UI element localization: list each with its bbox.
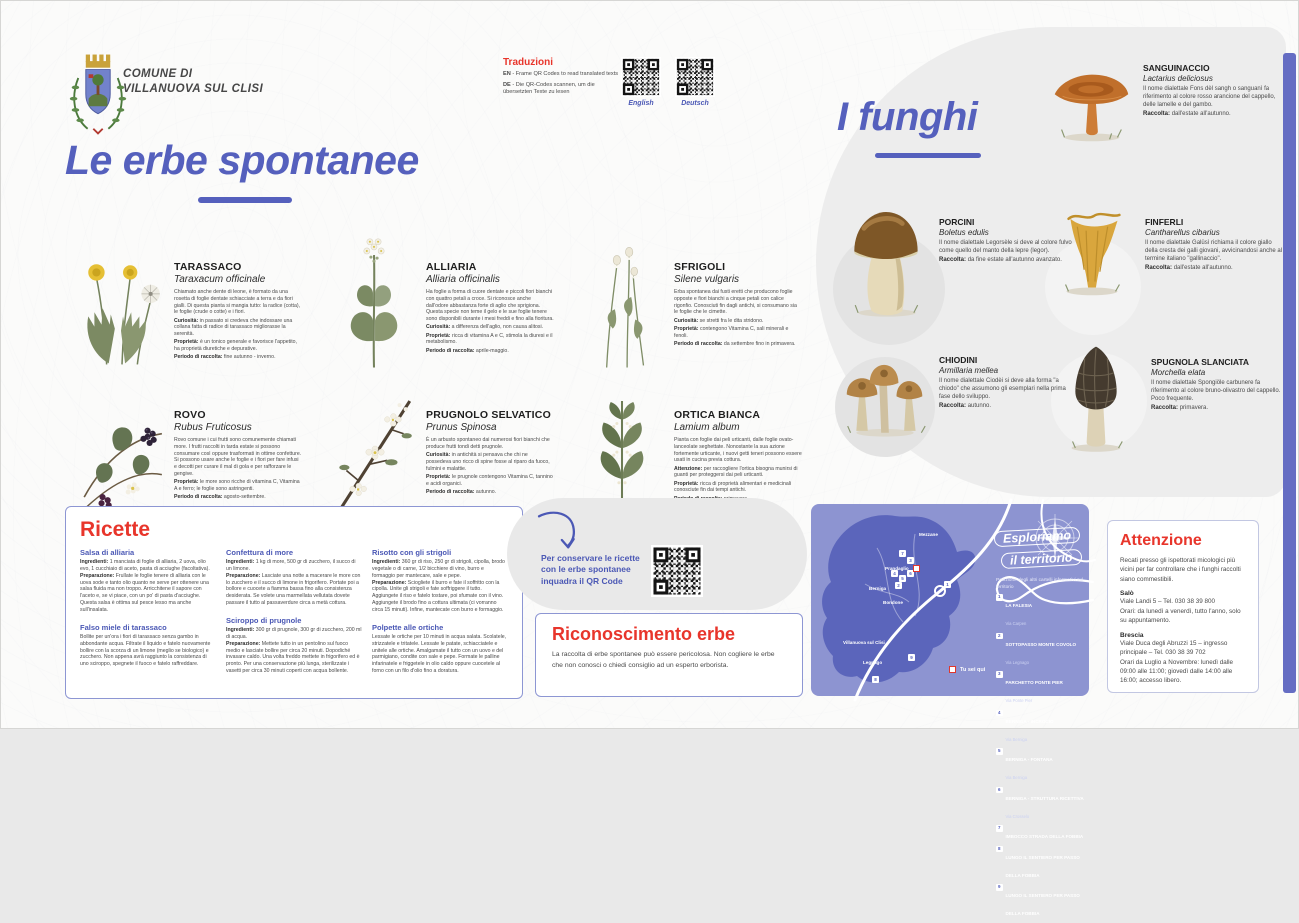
herb-name: SFRIGOLI (674, 261, 726, 273)
fungi-title-underline (875, 153, 981, 158)
herb-entry-alliaria (328, 225, 560, 371)
recipe-title: Sciroppo di prugnole (226, 616, 302, 626)
qr-label-german: Deutsch (681, 100, 709, 107)
chiodini-illustration (837, 339, 935, 454)
porcini-illustration (837, 197, 935, 328)
fungo-entry-sanguinaccio (1041, 57, 1281, 160)
fungo-entry-porcini (837, 197, 1077, 328)
translation-en-text: - Frame QR Codes to read translated texts (512, 71, 619, 77)
map-marker: 3 (907, 557, 914, 564)
fungo-name: SPUGNOLA SLANCIATA (1151, 357, 1250, 367)
alliaria-illustration (328, 225, 420, 371)
legend-item: 9 LUNGO IL SENTIERO PER PASSO DELLA FOBBIA (997, 884, 1080, 916)
translation-en (503, 71, 621, 79)
fungo-part: Il nome dialettale Galüsì richiama il colore giallo della cresta dei galli giovani, avvicinandosi anche al termine italiano "gallinaccio". (1145, 240, 1283, 262)
recipe-title: Salsa di alliaria (80, 548, 135, 557)
edge-strip (1283, 53, 1296, 693)
herb-part: Proprietà: ricca di proprietà alimentari e medicinali conosciute fin dai tempi antichi. (674, 480, 792, 494)
you-are-here-map-marker (913, 565, 920, 572)
recipe-title: Polpette alle ortiche (372, 622, 444, 632)
recipe-text: Preparazione: Mettete tutto in un pentolino sul fuoco medio e lasciate bollire per circa 20 minuti. Dopodiché invasare caldo. Una volta freddo mettete in frigorifero ed è pronto. Per una conservazione più lunga, sterilizzate i vasetti per circa 30 minuti coperti con acqua bollente. (226, 640, 360, 675)
fungo-latin-name: Boletus edulis (939, 228, 989, 237)
recipes-column-1 (80, 548, 216, 684)
map-place-label: Prandaglio (885, 566, 909, 571)
herb-part: Ha foglie a forma di cuore dentate e piccoli fiori bianchi con quattro petali a croce. Si riconosce anche dall'odore abbastanza forte di aglio che sprigiona. Questa specie non teme il gelo e le sue foglie tenere sono disponibili durante i mesi freddi e fino alla fioritura. (426, 289, 554, 322)
herb-latin-name: Silene vulgaris (674, 274, 740, 285)
herb-part: Curiosità: in passato si credeva che indossare una collana fatta di radice di tarassaco migliorasse la serenità. (174, 317, 293, 337)
map-marker: 9 (908, 654, 915, 661)
herb-name: TARASSACO (174, 261, 242, 273)
translations-block (503, 57, 621, 100)
herb-entry-sfrigoli (576, 225, 808, 371)
warning-location-name: Brescia (1120, 631, 1144, 639)
warning-location-line: Orari: da lunedì a venerdì, tutto l'anno, solo su appuntamento. (1120, 607, 1241, 625)
fungo-entry-chiodini (837, 339, 1077, 454)
finferli-illustration (1043, 201, 1141, 324)
translation-de-lang: DE (503, 81, 511, 88)
sanguinaccio-illustration (1041, 57, 1139, 160)
herb-latin-name: Alliaria officinalis (426, 274, 500, 285)
legend-item: 1 LA FALESIA Via Carpen (997, 594, 1033, 626)
map-place-label: Berniga (869, 586, 887, 591)
herb-part: Erba spontanea dai fusti eretti che producono foglie opposte e fiori bianchi a cinque petali con calice rigonfio. Conosciuti fin dagli antichi, si consumano sia le foglie che le cimette. (674, 289, 797, 316)
herb-part: Periodo di raccolta: aprile-maggio. (426, 347, 509, 354)
fungo-part: Raccolta: da fine estate all'autunno avanzato. (939, 256, 1062, 263)
recipe-salsa-di-alliaria (80, 548, 216, 614)
fungo-latin-name: Cantharellus cibarius (1145, 228, 1220, 237)
legend-item: 6 BERNIGA - STRUTTURA RICETTIVA Via Crosselo (997, 786, 1084, 819)
fungo-part: Il nome dialettale Ciodèi si deve alla forma "a chiodo" che assumono gli esemplari nella prima fase dello sviluppo. (939, 378, 1066, 400)
translation-de (503, 82, 621, 97)
fungo-part: Raccolta: dall'estate all'autunno. (1145, 264, 1233, 271)
herb-part: È un arbusto spontaneo dai numerosi fiori bianchi che produce frutti tondi detti prugnole. (426, 437, 550, 450)
fungo-name: SANGUINACCIO (1143, 63, 1210, 73)
warning-location-line: Viale Duca degli Abruzzi 15 – ingresso principale – Tel. 030 38 39 702 (1120, 639, 1228, 657)
herb-description (426, 437, 554, 496)
fungo-entry-finferli (1043, 201, 1283, 324)
herb-part: Attenzione: per raccogliere l'ortica bisogna munirsi di guanti per proteggersi dai peli urticanti. (674, 465, 798, 479)
recipe-text: Bollite per un'ora i fiori di tarassaco senza gambo in abbondante acqua. Filtrate il liquido e fatelo nuovamente bollire con la scorza di un limone (meglio se biologico) e zucchero. Non appena avrà raggiunto la consistenza di uno sciroppo, spegnete il fuoco e fatelo raffreddare. (80, 633, 211, 668)
herb-name: ROVO (174, 409, 206, 421)
herb-name: ORTICA BIANCA (674, 409, 761, 421)
qr-label-english: English (628, 100, 654, 107)
recipe-text: Ingredienti: 300 gr di prugnole, 300 gr di zucchero, 200 ml di acqua. (226, 627, 362, 640)
herb-description (674, 289, 802, 348)
recognition-title: Riconoscimento erbe (552, 624, 736, 644)
you-are-here-icon (949, 666, 956, 673)
herb-description (426, 289, 554, 354)
recipe-confettura-di-more (226, 548, 362, 607)
warning-location-line: Orari da Luglio a Novembre: lunedì dalle 09:00 alle 11:00; giovedì dalle 14:00 alle 16:00; accesso libero. (1120, 658, 1234, 685)
map-subtitle: Posizione degli altri cartelli informativi sul territorio (996, 578, 1084, 590)
fungo-name: FINFERLI (1145, 217, 1184, 227)
fungo-part: Il nome dialettale Legorsèle si deve al colore fulvo come quello del manto della lepre (legor). (939, 240, 1072, 254)
map-marker: 2 (895, 582, 902, 589)
recipe-polpette-ortiche (372, 623, 508, 675)
herbs-section-title: Le erbe spontanee (65, 137, 419, 183)
map-place-label: Legnago (863, 660, 883, 665)
recipe-text: Ingredienti: 1 manciata di foglie di alliaria, 2 uova, olio evo, 1 cucchiaio di aceto, pasta di acciughe (facoltativa). (80, 559, 210, 572)
qr-code-english (621, 57, 661, 97)
legend-item: 4 BERNIGA - INCROCIO Via Berniga (997, 709, 1054, 742)
herb-part: Periodo di raccolta: da settembre fino in primavera. (674, 340, 796, 347)
recipe-title: Confettura di more (226, 548, 294, 557)
recipes-title: Ricette (80, 518, 151, 541)
fungo-part: Il nome dialettale Spongiöle carbunere fa riferimento al colore bruno-olivastro del cappello. Poco frequente. (1151, 380, 1281, 402)
map-place-label: Mezzane (919, 532, 938, 537)
map-marker: 5 (899, 575, 906, 582)
herb-part: Proprietà: ricca di vitamina A e C, stimola la diuresi e il metabolismo. (426, 332, 553, 346)
fungo-latin-name: Morchella elata (1151, 368, 1206, 377)
herb-entry-rovo (76, 373, 308, 519)
herb-part: Proprietà: è un tonico generale e favorisce l'appetito, ha proprietà diuretiche e depurative. (174, 339, 297, 352)
legend-item: 7 IMBOCCO STRADA DELLA FOBBIA (997, 825, 1084, 839)
recipe-text: Preparazione: Lasciate una notte a macerare le more con lo zucchero e il succo di limone in frigorifero. Portate poi a bollore e cuocete a fiamma bassa fino alla consistenza desiderata. Se volete una marmellata vellutata dovete passare il tutto al passaverdure circa a metà cottura. (226, 572, 361, 607)
fungo-part: Raccolta: primavera. (1151, 404, 1209, 411)
map-marker: 6 (907, 570, 914, 577)
warning-location-line: Viale Landi 5 – Tel. 030 38 39 800 (1120, 598, 1216, 606)
sfrigoli-illustration (576, 225, 668, 371)
map-marker: 8 (872, 676, 879, 683)
you-are-here-label: Tu sei qui (960, 667, 986, 673)
recipe-text: Ingredienti: 360 gr di riso, 250 gr di strigoli, cipolla, brodo vegetale o di carne, 1/2 bicchiere di vino, burro e formaggio per mantecare, sale e pepe. (372, 559, 505, 579)
herb-description (174, 437, 302, 501)
tarassaco-illustration (76, 225, 168, 371)
legend-item: 2 SOTTOPASSO MONTE COVOLO Via Legnago (997, 632, 1077, 665)
map-title-line-1: Esploriamo (994, 528, 1080, 546)
fungo-description (1145, 240, 1283, 273)
herb-description (674, 437, 802, 502)
herbs-title-underline (198, 197, 292, 203)
herb-part: Rovo comune i cui frutti sono comunemente chiamati more. I frutti raccolti in tarda estate si possono consumare così oppure trasformati in ottime confetture. Si possono usare anche le foglie e i fiori per fare infusi e decotti per curare il mal di gola e per rafforzare le gengive. (174, 437, 302, 477)
territory-map (811, 504, 1089, 916)
recipe-text: Preparazione: Sciogliete il burro e fate il soffritto con la cipolla. Unite gli strigoli e fate soffriggere il tutto. Aggiungete il riso e fatelo tostare, poi sfumate con il vino. Aggiungete il brodo fino a cottura ultimata (ci vorranno circa 15 minuti). Infine, mantecate con burro e formaggio. (372, 579, 504, 614)
recipe-falso-miele (80, 623, 216, 668)
translations-title: Traduzioni (503, 57, 553, 68)
warning-title: Attenzione (1120, 532, 1202, 549)
herb-part: Curiosità: se stretti fra le dita stridono. (674, 317, 764, 324)
qr-code-recipes (651, 545, 703, 597)
map-marker: 7 (899, 550, 906, 557)
map-place-label: Bondone (883, 600, 903, 605)
map-marker: 1 (944, 581, 951, 588)
prugnolo-illustration (328, 373, 420, 519)
recipe-title: Falso miele di tarassaco (80, 622, 167, 632)
recipes-card (65, 506, 523, 699)
fungo-name: PORCINI (939, 217, 975, 227)
herb-description (174, 289, 302, 361)
recognition-card (535, 613, 803, 697)
warning-card (1107, 520, 1259, 693)
recipe-risotto-strigoli (372, 548, 508, 614)
brand-line-1: COMUNE DI (123, 68, 193, 80)
herb-part: Proprietà: le prugnole contengono Vitamina C, tannino e acidi organici. (426, 473, 553, 487)
recipes-column-2 (226, 548, 362, 684)
fungo-part: Raccolta: dall'estate all'autunno. (1143, 110, 1231, 117)
translation-en-lang: EN (503, 71, 511, 77)
herb-latin-name: Taraxacum officinale (174, 274, 266, 285)
recipe-title: Risotto con gli strigoli (372, 548, 452, 557)
rovo-illustration (76, 373, 168, 519)
herb-name: PRUGNOLO SELVATICO (426, 409, 551, 421)
brand-line-2: VILLANUOVA SUL CLISI (123, 82, 264, 95)
fungo-latin-name: Lactarius deliciosus (1143, 74, 1213, 83)
herb-entry-tarassaco (76, 225, 308, 371)
qr-save-text: Per conservare le ricette con le erbe spontanee inquadra il QR Code (541, 553, 640, 586)
herb-latin-name: Prunus Spinosa (426, 422, 497, 433)
warning-intro: Recati presso gli ispettorati micologici più vicini per far controllare che i funghi raccolti siano commestibili. (1120, 557, 1241, 583)
recipes-column-3 (372, 548, 508, 684)
fungo-latin-name: Armillaria mellea (939, 366, 999, 375)
recipe-text: Ingredienti: 1 kg di more, 500 gr di zucchero, il succo di un limone. (226, 559, 356, 572)
recipe-sciroppo-di-prugnole (226, 616, 362, 675)
fungo-description (1143, 86, 1281, 119)
curved-arrow-icon (535, 509, 585, 556)
qr-code-german (675, 57, 715, 97)
fungi-section-title: I funghi (837, 95, 978, 139)
fungo-part: Il nome dialettale Fons dèl sangh o sanguanì fa riferimento al colore rosso arancione del cappello, delle lamelle e del gambo. (1143, 86, 1276, 108)
herb-part: Periodo di raccolta: autunno. (426, 488, 497, 495)
herb-part: Periodo di raccolta: fine autunno - inverno. (174, 354, 276, 361)
herb-part: Proprietà: le more sono ricche di vitamina C, Vitamina A e ferro; le foglie sono astringenti. (174, 479, 300, 492)
herb-part: Proprietà: contengono Vitamina C, sali minerali e fenoli. (674, 325, 789, 339)
fungo-description (1151, 380, 1289, 413)
legend-item: 3 PARCHETTO PONTE PIER Via Ponte Pier (997, 671, 1063, 703)
map-marker: 4 (891, 570, 898, 577)
recipe-text: Preparazione: Frullate le foglie tenere di alliaria con le uova sode e tanto olio quanto ne serve per ottenere una salsa fluida ma non troppo. Arricchitene il sapore con l'aceto e, se vi piace, con un po' di pasta d'acciughe. Questa salsa è ottima sul pesce lesso ma anche sull'insalata. (80, 572, 209, 614)
municipality-crest-logo (67, 51, 129, 137)
fungo-part: Raccolta: autunno. (939, 402, 992, 409)
herb-name: ALLIARIA (426, 261, 477, 273)
recipe-text: Lessate le ortiche per 10 minuti in acqua salata. Scolatele, strizzatele e tritatele. Lessate le patate, schiacciatele e unitele alle ortiche. Amalgamate il tutto con un uovo e del parmigiano, condite con sale e pepe. Formate le palline infarinatele e friggetele in olio caldo oppure cuocetele al forno con un filo d'olio fino a doratura. (372, 633, 507, 675)
legend-item: 8 LUNGO IL SENTIERO PER PASSO DELLA FOBBIA (997, 845, 1080, 878)
map-place-label: Villanuova sul Clisi (843, 640, 885, 645)
warning-location-name: Salò (1120, 590, 1134, 598)
herb-part: Pianta con foglie dai peli urticanti, dalle foglie ovato-lanceolate seghettate. Nonostante la sua azione fortemente urticante, i nuovi getti teneri possono essere usati in cucina previa cottura. (674, 437, 802, 464)
translation-de-text: - Die QR-Codes scannen, um die übersetzten Texte zu lesen (503, 81, 595, 96)
herb-part: Curiosità: a differenza dell'aglio, non causa alitosi. (426, 324, 544, 331)
map-title-line-2: il territorio (1001, 550, 1082, 568)
map-legend (996, 594, 1088, 923)
herb-latin-name: Rubus Fruticosus (174, 422, 252, 433)
herb-part: Curiosità: in antichità si pensava che chi ne possedeva uno ricco di spine fosse al riparo da fuoco, fulmini e malattie. (426, 452, 550, 472)
municipality-name (123, 67, 333, 97)
legend-item: 5 BERNIGA - FONTANA Via Berniga (997, 748, 1053, 780)
recognition-text: La raccolta di erbe spontanee può essere pericolosa. Non cogliere le erbe che non conosci o chiedi consiglio ad un esperto erborista. (552, 651, 775, 669)
herb-latin-name: Lamium album (674, 422, 740, 433)
herb-entry-prugnolo (328, 373, 560, 519)
fungo-entry-spugnola (1049, 341, 1289, 468)
herb-part: Chiamato anche dente di leone, è formato da una rosetta di foglie dentate schiacciate a terra e da fiori gialli. Di questa pianta si mangia tutto: la radice (cotta), le foglie (crude o cotte) e i fiori. (174, 289, 301, 316)
herb-part: Periodo di raccolta: agosto-settembre. (174, 494, 266, 500)
spugnola-illustration (1049, 341, 1147, 468)
fungo-name: CHIODINI (939, 355, 978, 365)
